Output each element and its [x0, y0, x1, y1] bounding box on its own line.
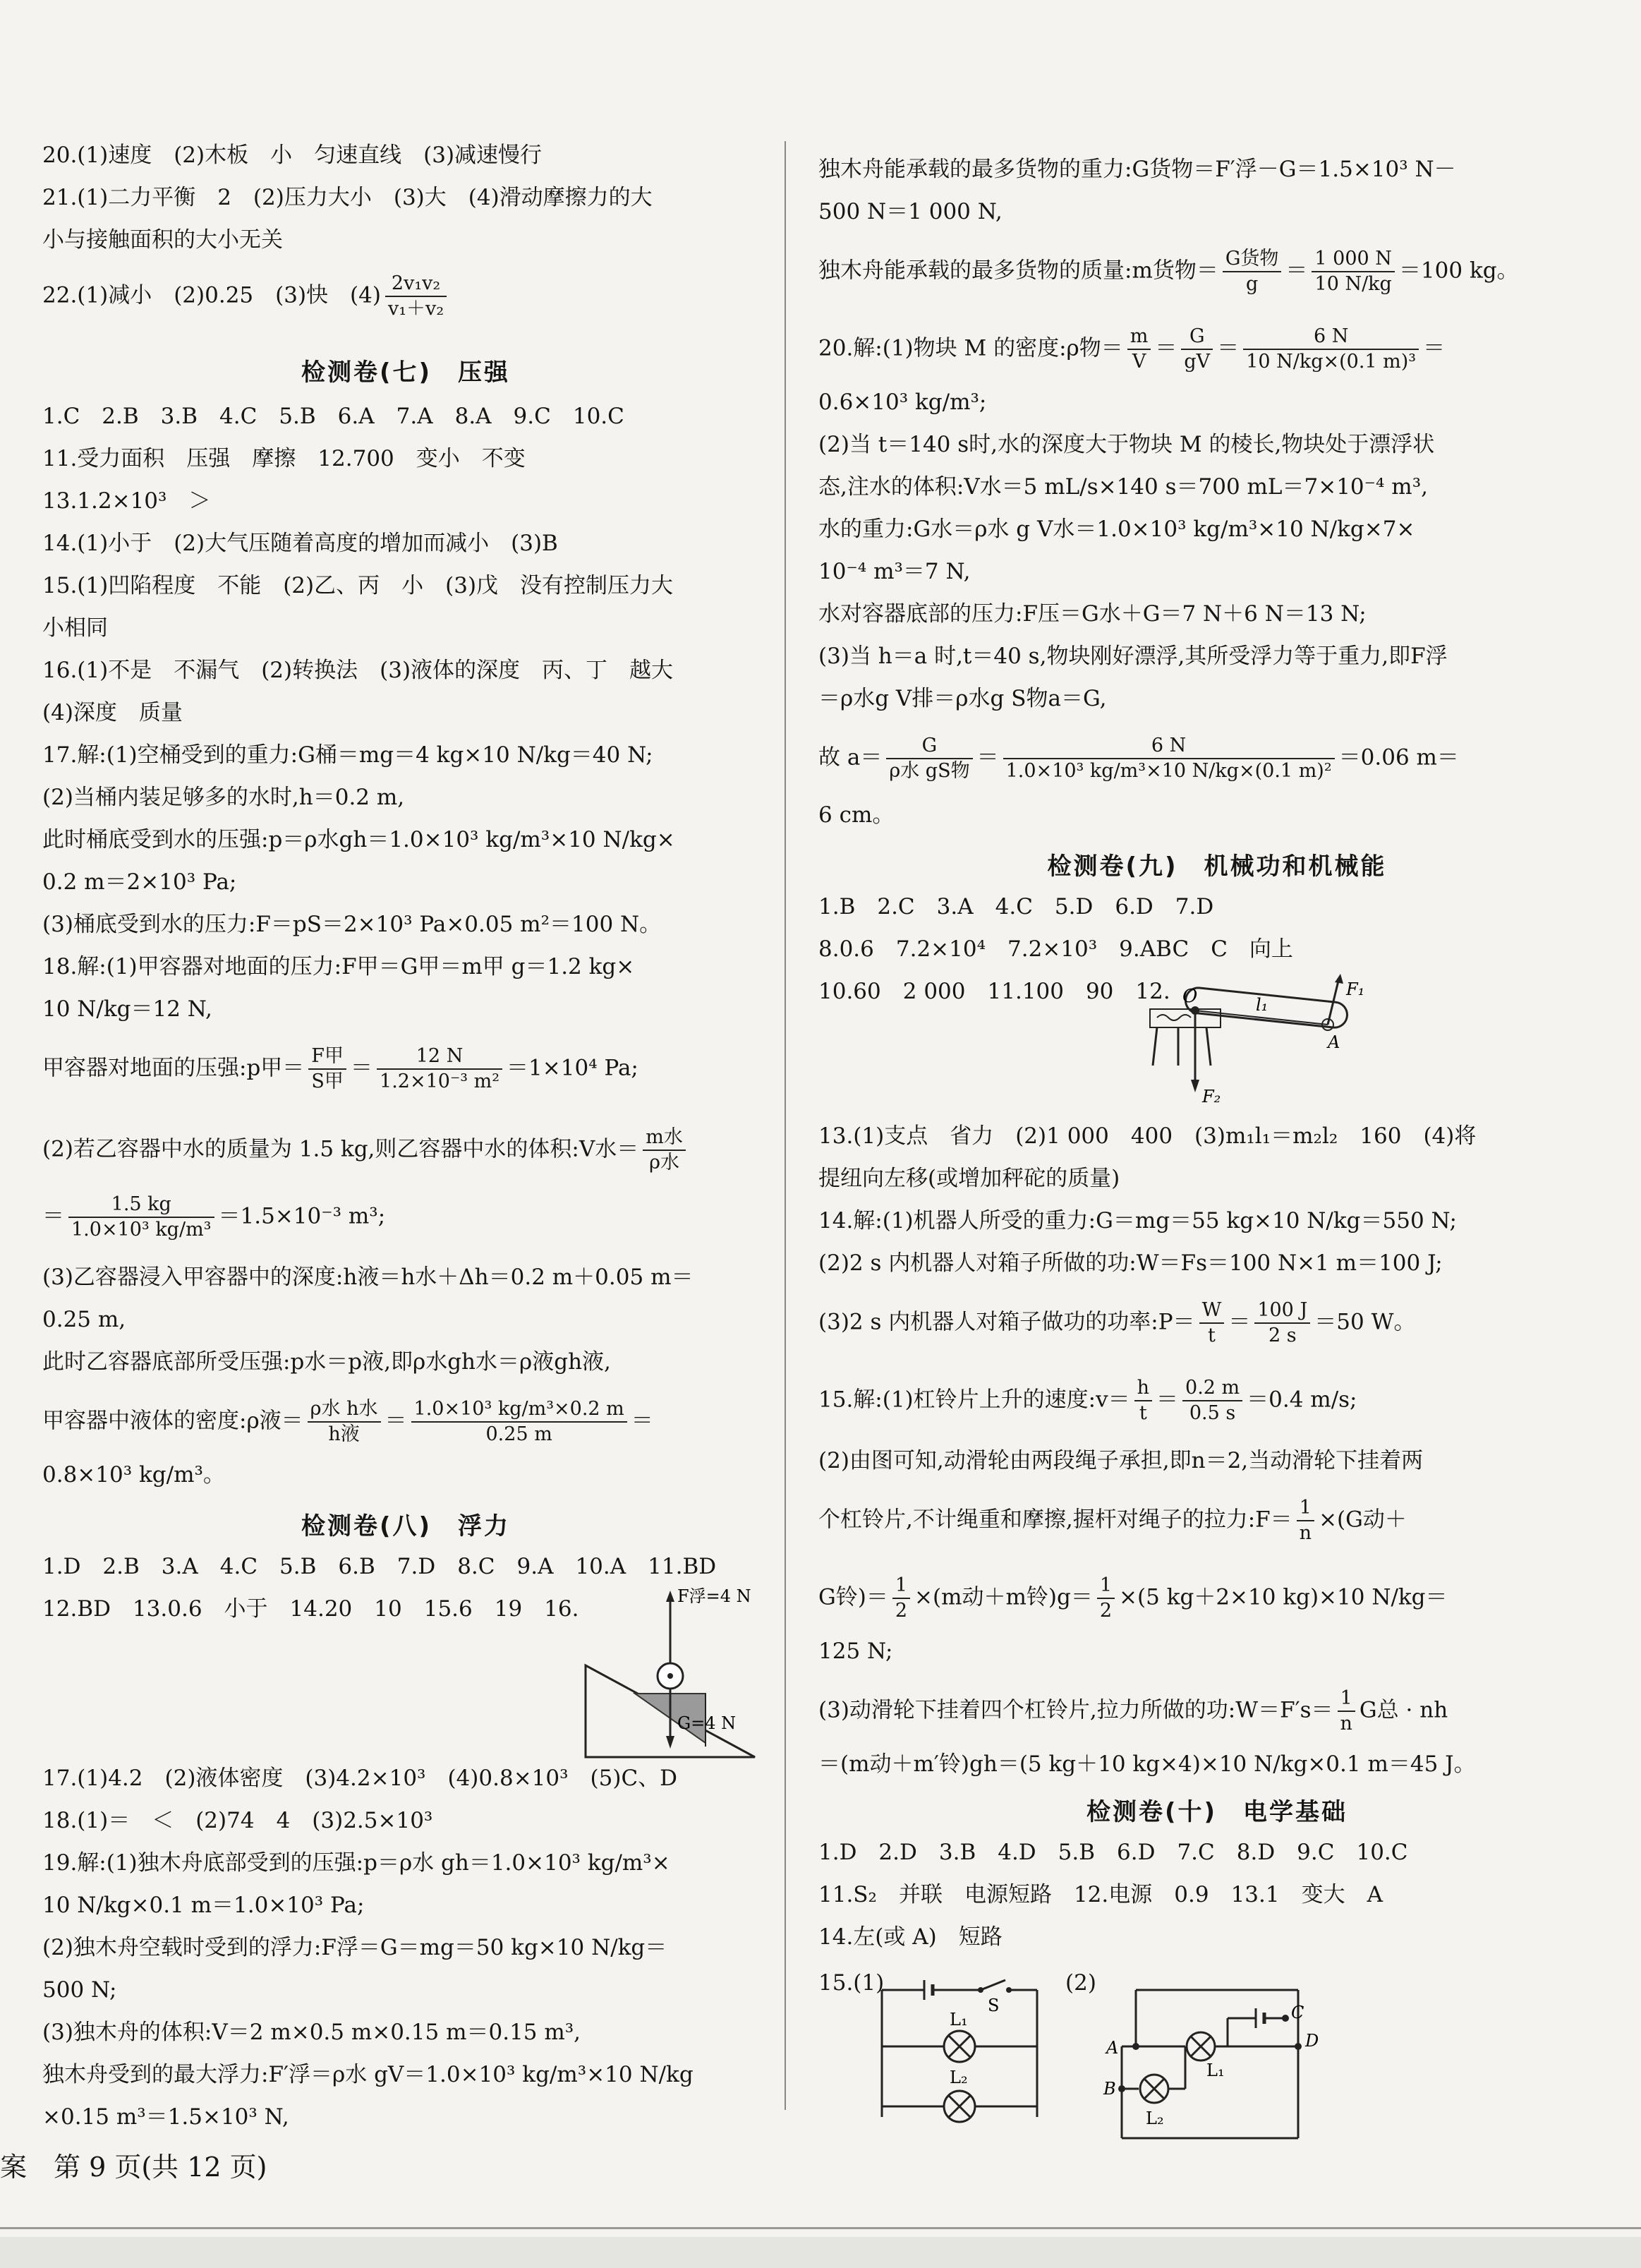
answer-line: 500 N＝1 000 N,: [818, 199, 1003, 224]
answer-line: ×0.15 m³＝1.5×10³ N,: [42, 2104, 289, 2130]
section-heading-8: 检测卷(八) 浮力: [301, 1512, 511, 1540]
answer-line: (2)2 s 内机器人对箱子所做的功:W＝Fs＝100 N×1 m＝100 J;: [818, 1250, 1443, 1276]
answer-line: ＝(m动＋m′铃)gh＝(5 kg＋10 kg×4)×10 N/kg×0.1 m＝45 J。: [818, 1751, 1476, 1777]
answer-line: 10.60 2 000 11.100 90 12.: [818, 979, 1170, 1004]
section-heading-9: 检测卷(九) 机械功和机械能: [1047, 852, 1387, 881]
answer-line: 19.解:(1)独木舟底部受到的压强:p＝ρ水 gh＝1.0×10³ kg/m³×: [42, 1850, 670, 1876]
answer-line: G铃)＝ $\frac{1}{2}$ ×(m动＋m铃)g＝ $\frac{1}{2}$ ×(5 kg＋2×10 kg)×10 N/kg＝: [818, 1574, 1448, 1622]
point-a-label: A: [1328, 1032, 1340, 1052]
column-divider: [785, 141, 786, 2110]
answer-line: 0.8×10³ kg/m³。: [42, 1462, 225, 1488]
lamp-l2-label: L₂: [950, 2068, 968, 2087]
answer-line: (3)当 h＝a 时,t＝40 s,物块刚好漂浮,其所受浮力等于重力,即F浮: [818, 644, 1448, 669]
answer-line: 小与接触面积的大小无关: [42, 227, 283, 253]
answer-line: 22.(1)减小 (2)0.25 (3)快 (4) $\frac{\text{2v₁v₂}}{\text{v₁＋v₂}}$: [42, 272, 451, 321]
buoyancy-figure: [571, 1581, 769, 1764]
answer-line: 1.C 2.B 3.B 4.C 5.B 6.A 7.A 8.A 9.C 10.C: [42, 404, 624, 429]
answer-line: (3)动滑轮下挂着四个杠铃片,拉力所做的功:W＝F′s＝ $\frac{1}{n}$ G总 · nh: [818, 1687, 1448, 1735]
answer-line: 12.BD 13.0.6 小于 14.20 10 15.6 19 16.: [42, 1596, 579, 1622]
node-b-label: B: [1103, 2079, 1116, 2099]
answer-line: 15.(1)凹陷程度 不能 (2)乙、丙 小 (3)戊 没有控制压力大: [42, 573, 674, 598]
answer-line: 态,注水的体积:V水＝5 mL/s×140 s＝700 mL＝7×10⁻⁴ m³,: [818, 474, 1428, 500]
section-heading-7: 检测卷(七) 压强: [301, 358, 511, 387]
answer-line: 此时乙容器底部所受压强:p水＝p液,即ρ水gh水＝ρ液gh液,: [42, 1349, 611, 1375]
answer-line: 此时桶底受到水的压强:p＝ρ水gh＝1.0×10³ kg/m³×10 N/kg×: [42, 827, 675, 852]
answer-line: 17.(1)4.2 (2)液体密度 (3)4.2×10³ (4)0.8×10³ (5)C、D: [42, 1766, 678, 1791]
answer-line: 10 N/kg×0.1 m＝1.0×10³ Pa;: [42, 1893, 365, 1918]
switch-label: S: [988, 1996, 1000, 2015]
answer-line: 0.2 m＝2×10³ Pa;: [42, 869, 237, 895]
answer-line: ＝ρ水g V排＝ρ水g S物a＝G,: [818, 686, 1107, 711]
answer-line: 16.(1)不是 不漏气 (2)转换法 (3)液体的深度 丙、丁 越大: [42, 658, 674, 683]
answer-line: 14.(1)小于 (2)大气压随着高度的增加而减小 (3)B: [42, 531, 558, 556]
answer-line: (2)独木舟空载时受到的浮力:F浮＝G＝mg＝50 kg×10 N/kg＝: [42, 1935, 667, 1960]
answer-line: 甲容器对地面的压强:p甲＝ $\frac{\text{F甲}}{\text{S甲}}$ ＝ $\frac{12 N}{\text{1.2×10⁻³ m²}}$ ＝1×10⁴ Pa;: [42, 1045, 638, 1092]
answer-line: 0.6×10³ kg/m³;: [818, 390, 987, 415]
node-c-label: C: [1291, 2003, 1304, 2022]
answer-line: ＝ $\frac{1.5 kg}{\text{1.0×10³ kg/m³}}$ ＝1.5×10⁻³ m³;: [42, 1193, 386, 1241]
answer-line: 独木舟能承载的最多货物的重力:G货物＝F′浮－G＝1.5×10³ N－: [818, 157, 1456, 182]
bottom-rule: [0, 2227, 1641, 2229]
answer-line: 小相同: [42, 615, 108, 641]
answer-line: 水对容器底部的压力:F压＝G水＋G＝7 N＋6 N＝13 N;: [818, 601, 1367, 627]
answer-line: 11.受力面积 压强 摩擦 12.700 变小 不变: [42, 446, 526, 471]
answer-line: (3)乙容器浸入甲容器中的深度:h液＝h水＋Δh＝0.2 m＋0.05 m＝: [42, 1265, 694, 1290]
force2-label: F₂: [1202, 1087, 1221, 1106]
answer-line: 甲容器中液体的密度:ρ液＝ $\frac{\text{ρ水 h水}}{\text{h液}}$ ＝ $\frac{\text{1.0×10³ kg/m³×0.2 m}}{0.25 m}$ ＝: [42, 1398, 653, 1445]
node-d-label: D: [1305, 2031, 1319, 2051]
answer-line: (2)若乙容器中水的质量为 1.5 kg,则乙容器中水的体积:V水＝ $\frac{\text{m水}}{\text{ρ水}}$: [42, 1126, 690, 1175]
lamp-l1-label: L₁: [950, 2010, 968, 2029]
circuit-diagram-1: [875, 1976, 1051, 2131]
answer-line: (2)当 t＝140 s时,水的深度大于物块 M 的棱长,物块处于漂浮状: [818, 432, 1435, 457]
lever-figure: [1143, 974, 1376, 1108]
arm-label: l₁: [1256, 995, 1268, 1015]
answer-line: (2): [1065, 1970, 1096, 1996]
answer-line: 1.D 2.D 3.B 4.D 5.B 6.D 7.C 8.D 9.C 10.C: [818, 1840, 1408, 1865]
answer-line: 500 N;: [42, 1977, 117, 2003]
answer-line: 17.解:(1)空桶受到的重力:G桶＝mg＝4 kg×10 N/kg＝40 N;: [42, 742, 653, 768]
answer-line: 6 cm。: [818, 802, 895, 828]
answer-line: 21.(1)二力平衡 2 (2)压力大小 (3)大 (4)滑动摩擦力的大: [42, 185, 653, 210]
answer-line: 0.25 m,: [42, 1307, 126, 1332]
answer-line: 14.解:(1)机器人所受的重力:G＝mg＝55 kg×10 N/kg＝550 N;: [818, 1208, 1457, 1233]
lamp-l1-label: L₁: [1206, 2061, 1225, 2080]
answer-line: 15.(1): [818, 1970, 885, 1996]
pivot-label: O: [1182, 986, 1198, 1007]
answer-line: 1.D 2.B 3.A 4.C 5.B 6.B 7.D 8.C 9.A 10.A 11.BD: [42, 1554, 717, 1579]
answer-line: 11.S₂ 并联 电源短路 12.电源 0.9 13.1 变大 A: [818, 1882, 1383, 1907]
force1-label: F₁: [1346, 979, 1365, 999]
answer-line: 提纽向左移(或增加秤砣的质量): [818, 1166, 1120, 1191]
answer-line: 14.左(或 A) 短路: [818, 1924, 1003, 1950]
answer-line: (2)当桶内装足够多的水时,h＝0.2 m,: [42, 785, 405, 810]
answer-line: (4)深度 质量: [42, 700, 183, 725]
answer-line: 15.解:(1)杠铃片上升的速度:v＝ $\frac{h}{t}$ ＝ $\frac{0.2 m}{0.5 s}$ ＝0.4 m/s;: [818, 1377, 1357, 1424]
answer-line: 个杠铃片,不计绳重和摩擦,握杆对绳子的拉力:F＝ $\frac{1}{n}$ ×(G动＋: [818, 1497, 1407, 1544]
node-a-label: A: [1106, 2038, 1119, 2058]
answer-line: 独木舟能承载的最多货物的质量:m货物＝ $\frac{\text{G货物}}{g}$ ＝ $\frac{1 000 N}{10 N/kg}$ ＝100 kg。: [818, 248, 1519, 295]
answer-line: (2)由图可知,动滑轮由两段绳子承担,即n＝2,当动滑轮下挂着两: [818, 1448, 1424, 1473]
answer-line: 125 N;: [818, 1639, 893, 1664]
answer-line: (3)桶底受到水的压力:F＝pS＝2×10³ Pa×0.05 m²＝100 N。: [42, 912, 662, 937]
section-heading-10: 检测卷(十) 电学基础: [1086, 1798, 1348, 1826]
answer-line: 18.解:(1)甲容器对地面的压力:F甲＝G甲＝m甲 g＝1.2 kg×: [42, 954, 635, 979]
answer-line: 8.0.6 7.2×10⁴ 7.2×10³ 9.ABC C 向上: [818, 936, 1293, 962]
answer-line: 故 a＝ $\frac{G}{\text{ρ水 gS物}}$ ＝ $\frac{6 N}{\text{1.0×10³ kg/m³×10 N/kg×(0.1 m)²}}$ ＝0.06 m＝: [818, 735, 1459, 782]
answer-line: 13.1.2×10³ ＞: [42, 488, 211, 514]
answer-line: 1.B 2.C 3.A 4.C 5.D 6.D 7.D: [818, 894, 1214, 919]
lamp-l2-label: L₂: [1146, 2109, 1164, 2128]
answer-line: 18.(1)＝ ＜ (2)74 4 (3)2.5×10³: [42, 1808, 433, 1833]
answer-line: 20.(1)速度 (2)木板 小 匀速直线 (3)减速慢行: [42, 143, 543, 168]
buoyancy-force-label: F浮=4 N: [677, 1586, 751, 1606]
answer-line: 13.(1)支点 省力 (2)1 000 400 (3)m₁l₁＝m₂l₂ 160 (4)将: [818, 1123, 1477, 1149]
answer-line: (3)2 s 内机器人对箱子做功的功率:P＝ $\frac{W}{t}$ ＝ $\frac{100 J}{2 s}$ ＝50 W。: [818, 1299, 1416, 1346]
answer-line: 10 N/kg＝12 N,: [42, 996, 212, 1022]
fraction: $\frac{\text{2v₁v₂}}{\text{v₁＋v₂}}$: [385, 272, 447, 321]
answer-line: 水的重力:G水＝ρ水 g V水＝1.0×10³ kg/m³×10 N/kg×7×: [818, 517, 1415, 542]
answer-line: 独木舟受到的最大浮力:F′浮＝ρ水 gV＝1.0×10³ kg/m³×10 N/kg: [42, 2062, 694, 2087]
answer-line: 10⁻⁴ m³＝7 N,: [818, 559, 971, 584]
answer-line: (3)独木舟的体积:V＝2 m×0.5 m×0.15 m＝0.15 m³,: [42, 2020, 581, 2045]
gravity-label: G=4 N: [677, 1713, 737, 1733]
page-footer: 案 第 9 页(共 12 页): [0, 2152, 267, 2183]
bottom-band: [0, 2237, 1641, 2268]
circuit-diagram-2: [1101, 1976, 1333, 2145]
answer-line: 20.解:(1)物块 M 的密度:ρ物＝ $\frac{m}{V}$ ＝ $\frac{G}{gV}$ ＝ $\frac{6 N}{\text{10 N/kg×(0.1 m)³}}$ ＝: [818, 325, 1446, 373]
